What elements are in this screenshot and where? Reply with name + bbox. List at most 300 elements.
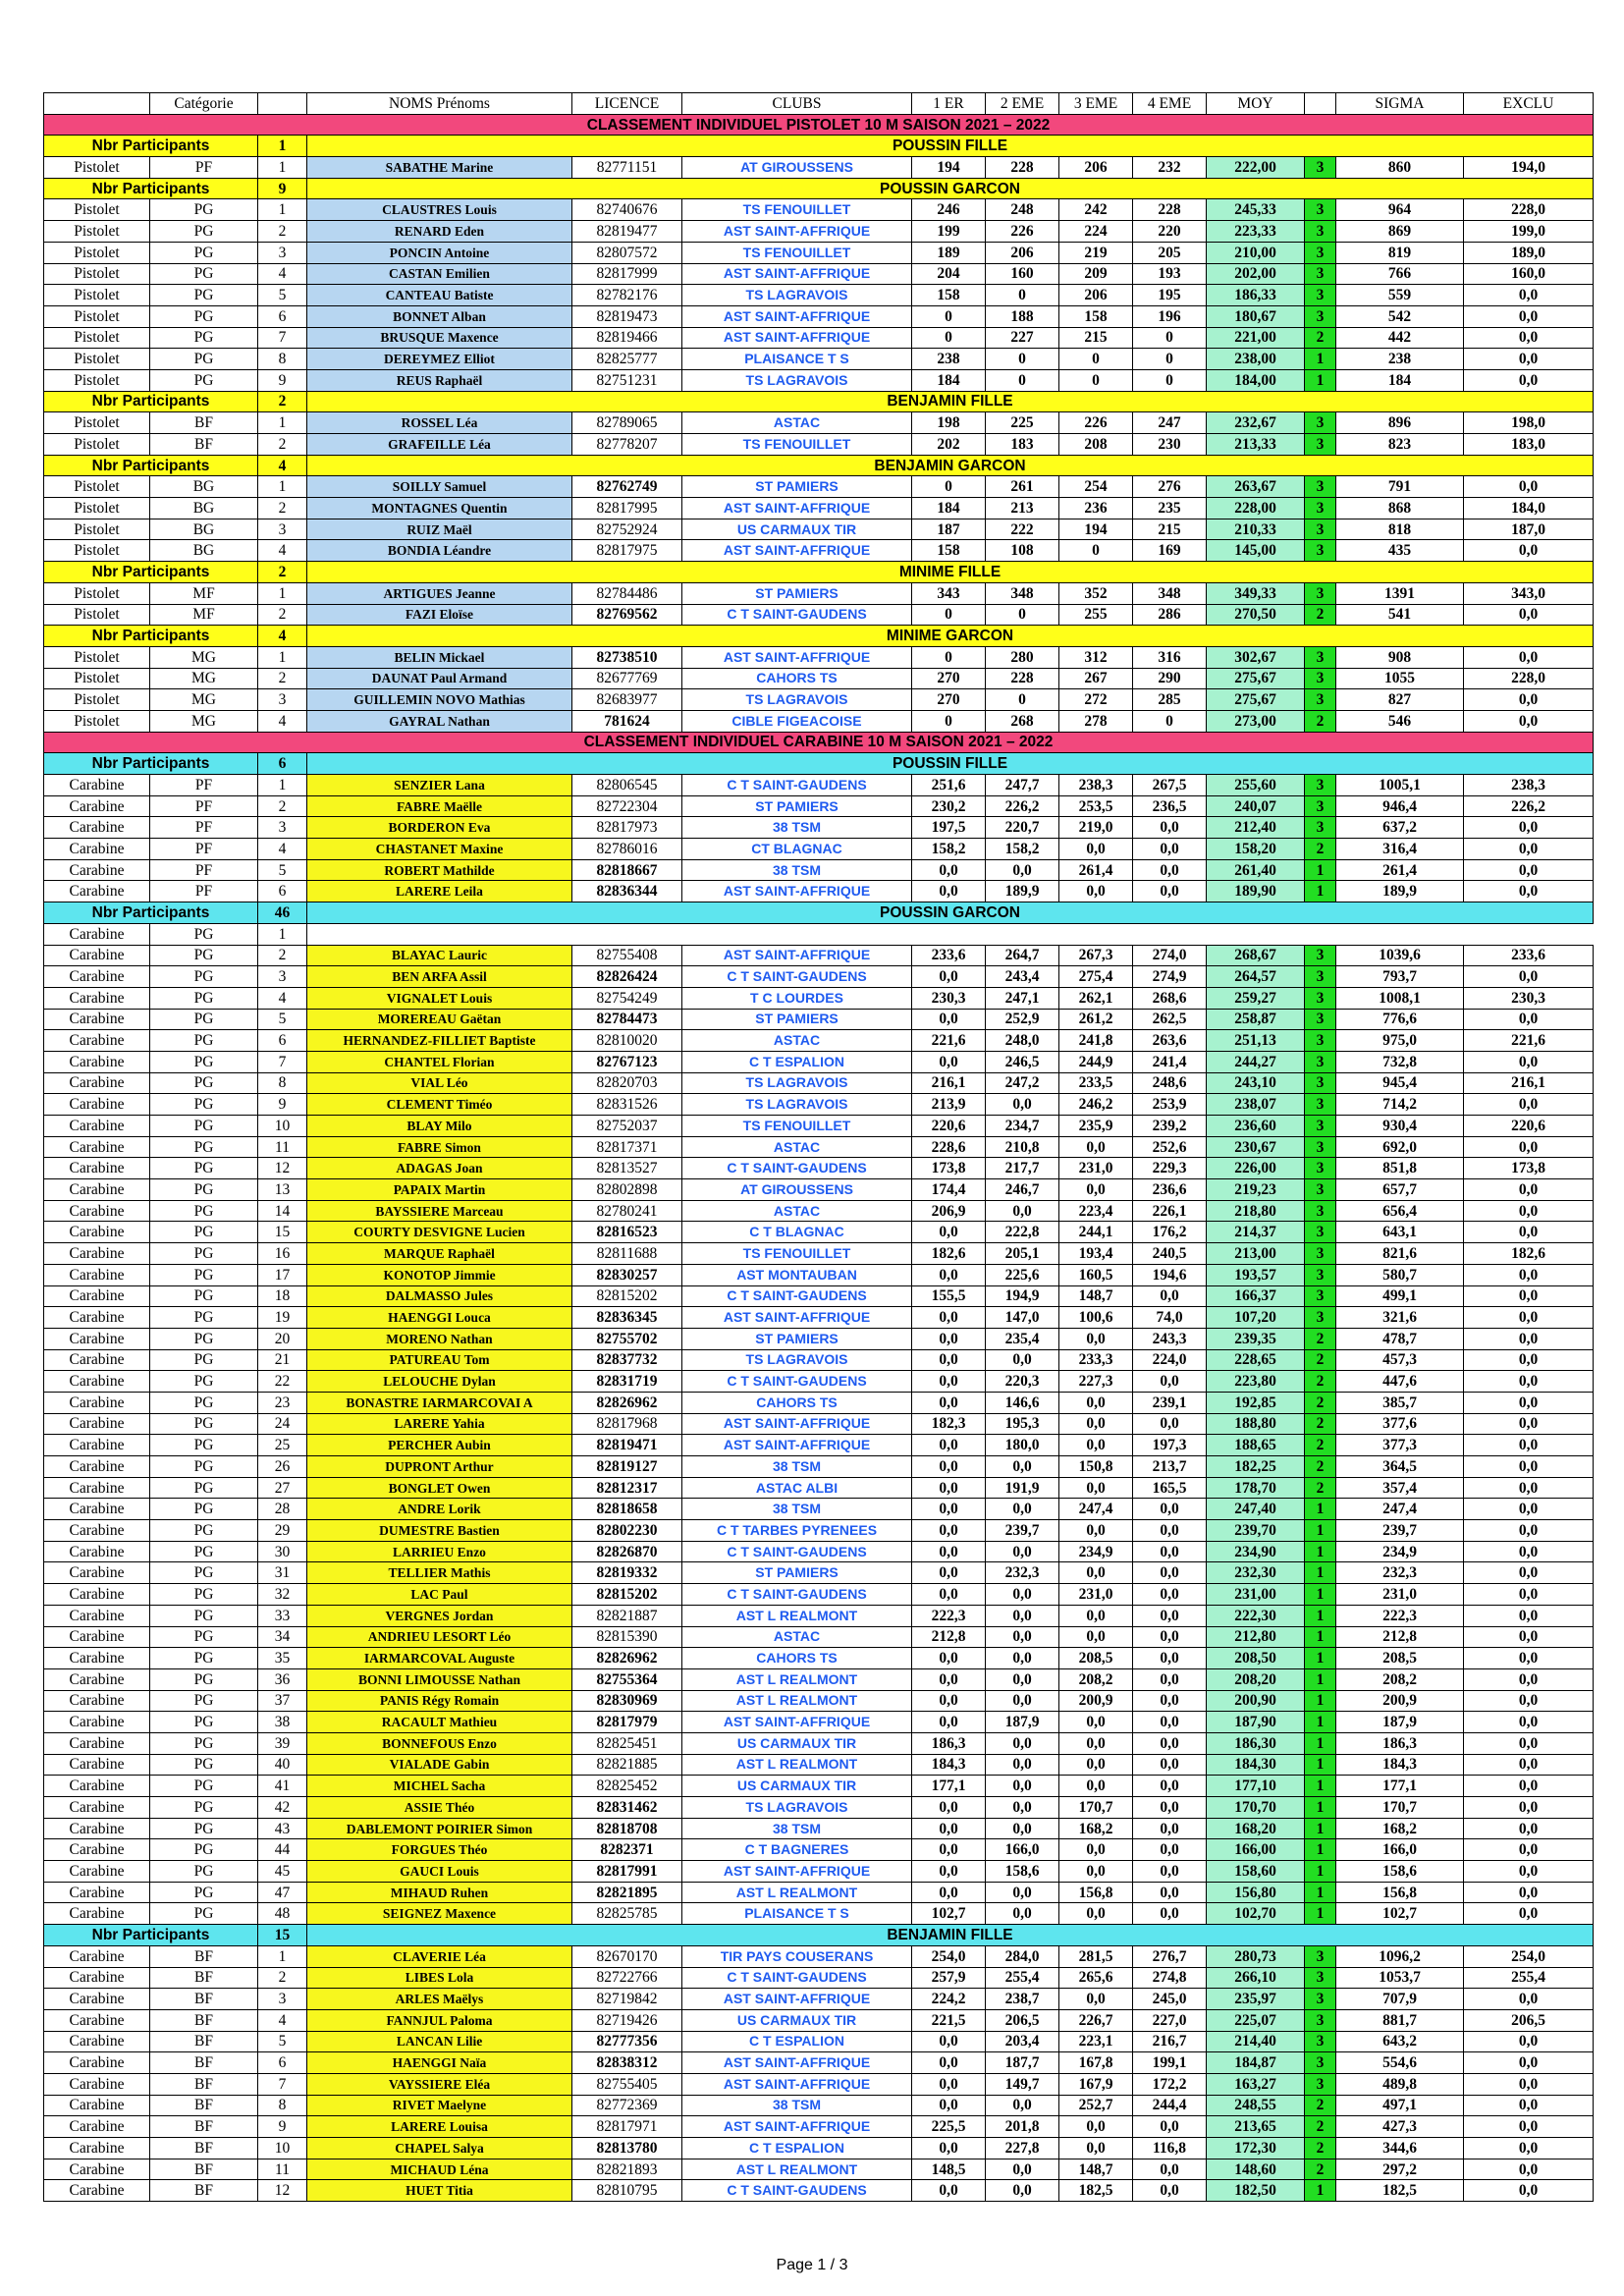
licence: 82821887 [572, 1605, 682, 1626]
score-3: 0,0 [1059, 1712, 1133, 1733]
average: 178,70 [1207, 1477, 1305, 1499]
average: 280,73 [1207, 1945, 1305, 1967]
score-2: 188 [986, 305, 1059, 327]
name: CHAPEL Salya [307, 2138, 572, 2159]
table-row [44, 434, 1594, 456]
score-4: 262,5 [1133, 1009, 1207, 1030]
participants-count: 15 [258, 1925, 307, 1946]
score-3: 206 [1059, 285, 1133, 306]
table-row [44, 1945, 1594, 1967]
score-3: 223,4 [1059, 1200, 1133, 1222]
club: AST MONTAUBAN [682, 1264, 912, 1285]
score-1: 221,6 [912, 1030, 986, 1052]
discipline: Carabine [44, 1967, 150, 1989]
category: PG [150, 1243, 258, 1265]
score-2: 247,7 [986, 775, 1059, 796]
name: SABATHE Marine [307, 157, 572, 179]
category: MG [150, 710, 258, 732]
licence: 82780241 [572, 1200, 682, 1222]
licence: 82722304 [572, 795, 682, 817]
score-4: 0,0 [1133, 1839, 1207, 1861]
match-count: 3 [1305, 945, 1336, 966]
category: BF [150, 2116, 258, 2138]
rank: 11 [258, 1136, 307, 1158]
match-count: 3 [1305, 1200, 1336, 1222]
score-1: 158 [912, 285, 986, 306]
average: 225,07 [1207, 2009, 1305, 2031]
name: KONOTOP Jimmie [307, 1264, 572, 1285]
match-count: 1 [1305, 1732, 1336, 1754]
category: BF [150, 1989, 258, 2010]
licence: 82789065 [572, 412, 682, 434]
excluded: 0,0 [1464, 540, 1594, 562]
licence: 82821893 [572, 2159, 682, 2180]
category-group-row [44, 902, 1594, 924]
licence: 82782176 [572, 285, 682, 306]
category: BF [150, 2138, 258, 2159]
score-2: 232,3 [986, 1562, 1059, 1584]
rank: 7 [258, 2073, 307, 2095]
average: 232,30 [1207, 1562, 1305, 1584]
match-count: 1 [1305, 859, 1336, 881]
score-2: 166,0 [986, 1839, 1059, 1861]
discipline: Carabine [44, 817, 150, 839]
rank: 10 [258, 1116, 307, 1137]
average: 349,33 [1207, 582, 1305, 604]
club: PLAISANCE T S [682, 1903, 912, 1925]
rank: 3 [258, 817, 307, 839]
table-row [44, 1179, 1594, 1201]
rank: 38 [258, 1712, 307, 1733]
club: AST SAINT-AFFRIQUE [682, 1861, 912, 1883]
sigma: 946,4 [1336, 795, 1464, 817]
category: PF [150, 881, 258, 902]
score-1: 0,0 [912, 1648, 986, 1669]
rank: 26 [258, 1456, 307, 1478]
match-count: 1 [1305, 1839, 1336, 1861]
score-2: 0,0 [986, 1882, 1059, 1903]
club: C T SAINT-GAUDENS [682, 1371, 912, 1393]
score-2: 158,2 [986, 839, 1059, 860]
rank: 33 [258, 1605, 307, 1626]
category-name: POUSSIN GARCON [307, 902, 1594, 924]
licence: 781624 [572, 710, 682, 732]
category: PG [150, 1562, 258, 1584]
category: PG [150, 349, 258, 370]
score-3: 226,7 [1059, 2009, 1133, 2031]
score-3: 194 [1059, 519, 1133, 540]
rank: 5 [258, 859, 307, 881]
score-2: 210,8 [986, 1136, 1059, 1158]
excluded: 0,0 [1464, 1668, 1594, 1690]
score-3: 261,4 [1059, 859, 1133, 881]
licence: 82817971 [572, 2116, 682, 2138]
excluded: 0,0 [1464, 1712, 1594, 1733]
average: 186,33 [1207, 285, 1305, 306]
score-2: 160 [986, 263, 1059, 285]
score-4: 274,8 [1133, 1967, 1207, 1989]
discipline: Carabine [44, 2073, 150, 2095]
category: PG [150, 1094, 258, 1116]
score-4: 276 [1133, 476, 1207, 498]
table-row [44, 1307, 1594, 1329]
rank: 20 [258, 1328, 307, 1349]
rank: 30 [258, 1541, 307, 1562]
score-3: 0,0 [1059, 1861, 1133, 1883]
category: BF [150, 2073, 258, 2095]
excluded: 343,0 [1464, 582, 1594, 604]
category: PF [150, 157, 258, 179]
match-count: 3 [1305, 668, 1336, 689]
score-4: 252,6 [1133, 1136, 1207, 1158]
category: BG [150, 498, 258, 519]
discipline: Carabine [44, 1648, 150, 1669]
table-row [44, 1668, 1594, 1690]
licence: 82836344 [572, 881, 682, 902]
score-4: 0,0 [1133, 1371, 1207, 1393]
sigma: 208,5 [1336, 1648, 1464, 1669]
table-row [44, 689, 1594, 711]
licence: 82752924 [572, 519, 682, 540]
licence: 82752037 [572, 1116, 682, 1137]
rank: 2 [258, 221, 307, 243]
sigma: 239,7 [1336, 1520, 1464, 1542]
club: C T SAINT-GAUDENS [682, 1967, 912, 1989]
score-1: 0,0 [912, 1712, 986, 1733]
licence: 82830969 [572, 1690, 682, 1712]
table-row [44, 668, 1594, 689]
header-category: Catégorie [150, 93, 258, 115]
discipline: Carabine [44, 1094, 150, 1116]
header-average: MOY [1207, 93, 1305, 115]
sigma: 818 [1336, 519, 1464, 540]
discipline: Pistolet [44, 327, 150, 349]
name: DAUNAT Paul Armand [307, 668, 572, 689]
club: CAHORS TS [682, 668, 912, 689]
discipline: Carabine [44, 1668, 150, 1690]
page-footer: Page 1 / 3 [776, 2257, 848, 2273]
licence: 82819332 [572, 1562, 682, 1584]
score-2: 158,6 [986, 1861, 1059, 1883]
club: TS FENOUILLET [682, 199, 912, 221]
rank: 12 [258, 2180, 307, 2202]
category: PG [150, 1690, 258, 1712]
sigma: 377,3 [1336, 1435, 1464, 1456]
average: 245,33 [1207, 199, 1305, 221]
category-name: MINIME GARCON [307, 626, 1594, 647]
club: AT GIROUSSENS [682, 157, 912, 179]
average: 208,50 [1207, 1648, 1305, 1669]
match-count: 3 [1305, 285, 1336, 306]
score-1: 158,2 [912, 839, 986, 860]
match-count: 2 [1305, 1435, 1336, 1456]
rank: 40 [258, 1754, 307, 1776]
table-row [44, 710, 1594, 732]
table-row [44, 1051, 1594, 1072]
club: CAHORS TS [682, 1648, 912, 1669]
table-row [44, 1797, 1594, 1819]
excluded: 0,0 [1464, 2031, 1594, 2052]
club: C T SAINT-GAUDENS [682, 1584, 912, 1606]
excluded: 0,0 [1464, 476, 1594, 498]
name: GAUCI Louis [307, 1861, 572, 1883]
table-row [44, 775, 1594, 796]
score-4: 0,0 [1133, 1584, 1207, 1606]
name: BONNI LIMOUSSE Nathan [307, 1668, 572, 1690]
match-count: 2 [1305, 327, 1336, 349]
score-1: 182,3 [912, 1413, 986, 1435]
club: 38 TSM [682, 1499, 912, 1520]
licence: 82670170 [572, 1945, 682, 1967]
club: ST PAMIERS [682, 795, 912, 817]
discipline: Carabine [44, 795, 150, 817]
excluded: 0,0 [1464, 1541, 1594, 1562]
excluded: 0,0 [1464, 1009, 1594, 1030]
club: C T SAINT-GAUDENS [682, 1158, 912, 1179]
average: 259,27 [1207, 987, 1305, 1009]
discipline: Pistolet [44, 646, 150, 668]
score-3: 208 [1059, 434, 1133, 456]
average: 247,40 [1207, 1499, 1305, 1520]
header-row [44, 93, 1594, 115]
score-1: 0,0 [912, 2052, 986, 2074]
club: PLAISANCE T S [682, 349, 912, 370]
score-2: 248,0 [986, 1030, 1059, 1052]
category: PG [150, 1179, 258, 1201]
score-3: 182,5 [1059, 2180, 1133, 2202]
discipline: Carabine [44, 1818, 150, 1839]
score-1: 204 [912, 263, 986, 285]
score-4: 0,0 [1133, 1499, 1207, 1520]
score-3: 272 [1059, 689, 1133, 711]
match-count: 3 [1305, 476, 1336, 498]
licence: 82812317 [572, 1477, 682, 1499]
sigma: 247,4 [1336, 1499, 1464, 1520]
table-row [44, 1648, 1594, 1669]
licence: 82816523 [572, 1222, 682, 1243]
match-count: 2 [1305, 1328, 1336, 1349]
category-group-row [44, 626, 1594, 647]
sigma: 823 [1336, 434, 1464, 456]
licence: 82683977 [572, 689, 682, 711]
score-4: 236,6 [1133, 1179, 1207, 1201]
category: MG [150, 646, 258, 668]
category: PG [150, 1328, 258, 1349]
table-row [44, 1328, 1594, 1349]
club: ST PAMIERS [682, 1328, 912, 1349]
club: CAHORS TS [682, 1392, 912, 1413]
score-1: 184 [912, 498, 986, 519]
score-3: 0,0 [1059, 1520, 1133, 1542]
score-1: 197,5 [912, 817, 986, 839]
match-count: 3 [1305, 242, 1336, 263]
club: CT BLAGNAC [682, 839, 912, 860]
category: PG [150, 1520, 258, 1542]
name: PONCIN Antoine [307, 242, 572, 263]
excluded: 221,6 [1464, 1030, 1594, 1052]
average: 244,27 [1207, 1051, 1305, 1072]
header-score-2: 2 EME [986, 93, 1059, 115]
club: AST SAINT-AFFRIQUE [682, 498, 912, 519]
score-2: 0,0 [986, 1605, 1059, 1626]
score-3: 208,5 [1059, 1648, 1133, 1669]
name: LAC Paul [307, 1584, 572, 1606]
discipline: Carabine [44, 1435, 150, 1456]
licence: 82802898 [572, 1179, 682, 1201]
licence: 82818667 [572, 859, 682, 881]
club: ASTAC [682, 1626, 912, 1648]
licence: 82831526 [572, 1094, 682, 1116]
match-count: 3 [1305, 987, 1336, 1009]
sigma: 385,7 [1336, 1392, 1464, 1413]
score-2: 0,0 [986, 1818, 1059, 1839]
rank: 28 [258, 1499, 307, 1520]
score-1: 186,3 [912, 1732, 986, 1754]
club: C T SAINT-GAUDENS [682, 775, 912, 796]
score-2: 246,7 [986, 1179, 1059, 1201]
average: 232,67 [1207, 412, 1305, 434]
average: 189,90 [1207, 881, 1305, 902]
average: 202,00 [1207, 263, 1305, 285]
category: PG [150, 923, 258, 945]
category: PF [150, 859, 258, 881]
score-3: 150,8 [1059, 1456, 1133, 1478]
category: PG [150, 1456, 258, 1478]
table-row [44, 1072, 1594, 1094]
table-row [44, 1349, 1594, 1371]
sigma: 964 [1336, 199, 1464, 221]
excluded: 0,0 [1464, 646, 1594, 668]
match-count: 3 [1305, 1030, 1336, 1052]
table-row [44, 1456, 1594, 1478]
match-count: 3 [1305, 2073, 1336, 2095]
score-3: 0,0 [1059, 1776, 1133, 1797]
score-3: 158 [1059, 305, 1133, 327]
match-count: 3 [1305, 221, 1336, 243]
score-1: 224,2 [912, 1989, 986, 2010]
licence: 82813527 [572, 1158, 682, 1179]
licence: 82817999 [572, 263, 682, 285]
discipline: Pistolet [44, 519, 150, 540]
club: AST SAINT-AFFRIQUE [682, 2116, 912, 2138]
score-2: 146,6 [986, 1392, 1059, 1413]
table-row [44, 1562, 1594, 1584]
sigma: 860 [1336, 157, 1464, 179]
sigma: 497,1 [1336, 2095, 1464, 2116]
score-2: 0 [986, 285, 1059, 306]
rank: 1 [258, 199, 307, 221]
category: PG [150, 1264, 258, 1285]
score-1: 216,1 [912, 1072, 986, 1094]
match-count: 3 [1305, 1243, 1336, 1265]
category: BF [150, 434, 258, 456]
score-4: 0,0 [1133, 2159, 1207, 2180]
average: 186,30 [1207, 1732, 1305, 1754]
rank: 7 [258, 1051, 307, 1072]
discipline: Pistolet [44, 412, 150, 434]
score-1: 184 [912, 369, 986, 391]
score-4: 316 [1133, 646, 1207, 668]
sigma: 692,0 [1336, 1136, 1464, 1158]
category: MG [150, 689, 258, 711]
name: SENZIER Lana [307, 775, 572, 796]
score-1: 0,0 [912, 1328, 986, 1349]
excluded: 0,0 [1464, 285, 1594, 306]
score-1: 0 [912, 604, 986, 626]
rank: 42 [258, 1797, 307, 1819]
score-1: 257,9 [912, 1967, 986, 1989]
discipline: Carabine [44, 1285, 150, 1307]
score-1: 0,0 [912, 1818, 986, 1839]
score-2: 0,0 [986, 1754, 1059, 1776]
score-2: 205,1 [986, 1243, 1059, 1265]
header-match-count [1305, 93, 1336, 115]
club: AT GIROUSSENS [682, 1179, 912, 1201]
discipline: Carabine [44, 881, 150, 902]
score-4: 0,0 [1133, 2180, 1207, 2202]
licence: 82755405 [572, 2073, 682, 2095]
score-1: 0,0 [912, 1690, 986, 1712]
score-2: 225 [986, 412, 1059, 434]
category: PG [150, 1222, 258, 1243]
sigma: 238 [1336, 349, 1464, 370]
discipline: Carabine [44, 1541, 150, 1562]
score-4: 176,2 [1133, 1222, 1207, 1243]
table-row [44, 1158, 1594, 1179]
header-score-1: 1 ER [912, 93, 986, 115]
discipline: Pistolet [44, 689, 150, 711]
average: 235,97 [1207, 1989, 1305, 2010]
discipline: Pistolet [44, 668, 150, 689]
discipline: Carabine [44, 1307, 150, 1329]
table-row [44, 305, 1594, 327]
sigma: 187,9 [1336, 1712, 1464, 1733]
score-3: 193,4 [1059, 1243, 1133, 1265]
rank: 2 [258, 945, 307, 966]
discipline: Carabine [44, 1839, 150, 1861]
table-row [44, 923, 1594, 945]
sigma: 1039,6 [1336, 945, 1464, 966]
licence: 82719842 [572, 1989, 682, 2010]
match-count: 3 [1305, 1158, 1336, 1179]
rank: 1 [258, 412, 307, 434]
excluded: 199,0 [1464, 221, 1594, 243]
average: 184,30 [1207, 1754, 1305, 1776]
participants-count: 1 [258, 136, 307, 157]
header-licence: LICENCE [572, 93, 682, 115]
score-4: 216,7 [1133, 2031, 1207, 2052]
rank: 24 [258, 1413, 307, 1435]
name: ROSSEL Léa [307, 412, 572, 434]
score-1: 246 [912, 199, 986, 221]
match-count: 3 [1305, 1264, 1336, 1285]
category: PG [150, 285, 258, 306]
rank: 37 [258, 1690, 307, 1712]
match-count: 2 [1305, 839, 1336, 860]
match-count: 3 [1305, 1051, 1336, 1072]
score-4: 236,5 [1133, 795, 1207, 817]
score-1: 102,7 [912, 1903, 986, 1925]
score-3: 167,8 [1059, 2052, 1133, 2074]
table-row [44, 795, 1594, 817]
name: CLAVERIE Léa [307, 1945, 572, 1967]
rank: 13 [258, 1179, 307, 1201]
club: US CARMAUX TIR [682, 2009, 912, 2031]
score-2: 0,0 [986, 1456, 1059, 1478]
average: 210,00 [1207, 242, 1305, 263]
score-1: 0 [912, 646, 986, 668]
score-2: 268 [986, 710, 1059, 732]
